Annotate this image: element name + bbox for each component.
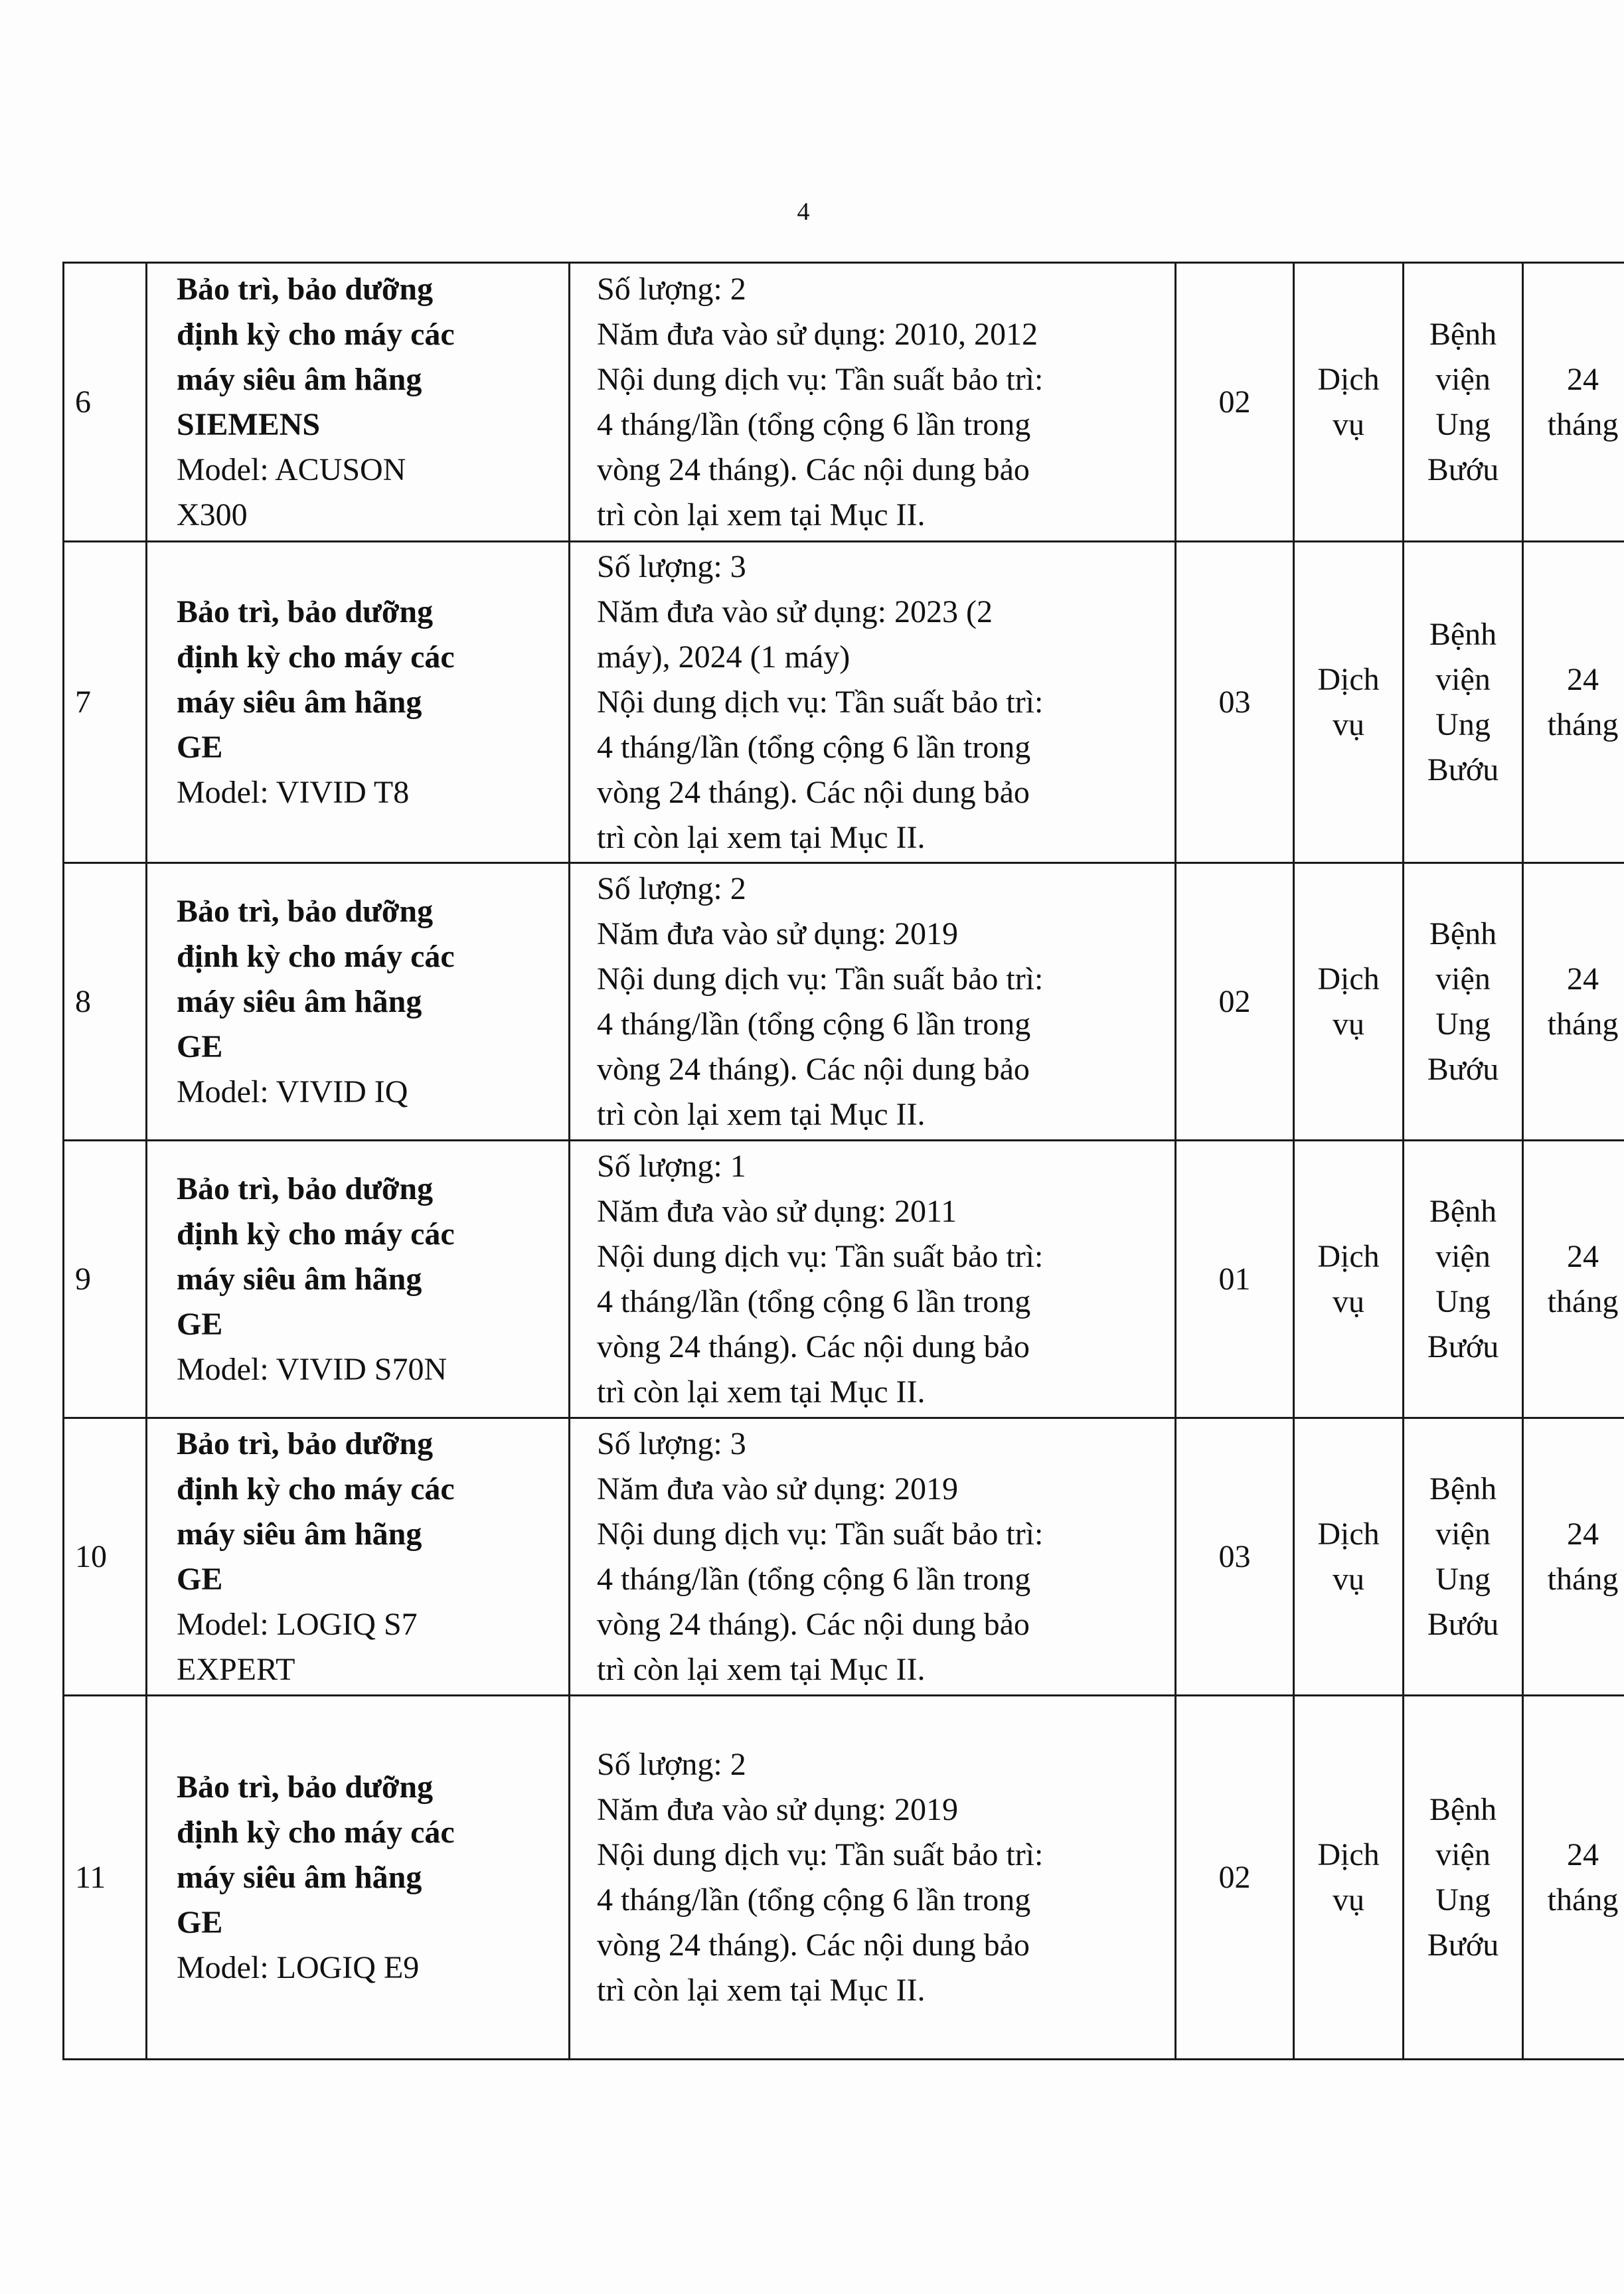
cell-item-name — [147, 1418, 570, 1696]
cell-stt: 8 — [64, 863, 147, 1141]
item-title-line: GE — [177, 1306, 223, 1342]
description-line: 4 tháng/lần (tổng cộng 6 lần trong — [597, 1283, 1031, 1319]
unit-line: vụ — [1333, 1561, 1364, 1597]
location-line: Ung — [1435, 1561, 1491, 1597]
location-line: viện — [1435, 1516, 1491, 1552]
unit-line: Dịch — [1317, 1238, 1380, 1274]
item-model-line: Model: ACUSON — [177, 451, 406, 487]
item-title-line: Bảo trì, bảo dưỡng — [177, 1171, 434, 1206]
item-model-line: Model: VIVID IQ — [177, 1074, 408, 1109]
description-line: trì còn lại xem tại Mục II. — [597, 1096, 926, 1132]
description-line: trì còn lại xem tại Mục II. — [597, 497, 926, 533]
duration-line: 24 — [1567, 1837, 1599, 1872]
cell-item-name — [147, 263, 570, 542]
cell-quantity: 03 — [1176, 1418, 1294, 1696]
location-line: Ung — [1435, 1006, 1491, 1042]
unit-line: Dịch — [1317, 361, 1380, 397]
duration-line: 24 — [1567, 1238, 1599, 1274]
cell-location — [1404, 542, 1523, 863]
description-line: Năm đưa vào sử dụng: 2019 — [597, 1471, 958, 1507]
unit-line: Dịch — [1317, 661, 1380, 697]
description-line: Năm đưa vào sử dụng: 2011 — [597, 1193, 957, 1229]
location-line: Bướu — [1427, 1606, 1499, 1642]
description-line: Số lượng: 2 — [597, 271, 746, 307]
maintenance-items-table — [62, 262, 1624, 2060]
cell-description — [570, 1418, 1176, 1696]
item-title-line: định kỳ cho máy các — [177, 938, 455, 974]
location-line: viện — [1435, 661, 1491, 697]
unit-line: vụ — [1333, 706, 1364, 742]
description-line: Số lượng: 3 — [597, 1426, 746, 1461]
cell-duration — [1523, 1141, 1624, 1418]
item-model-line: X300 — [177, 497, 248, 533]
cell-stt: 9 — [64, 1141, 147, 1418]
item-model-line: Model: VIVID S70N — [177, 1351, 447, 1387]
item-title-line: Bảo trì, bảo dưỡng — [177, 1769, 434, 1805]
table-row — [64, 1141, 1624, 1418]
cell-stt: 11 — [64, 1696, 147, 2060]
cell-duration — [1523, 1696, 1624, 2060]
description-line: Năm đưa vào sử dụng: 2010, 2012 — [597, 316, 1038, 352]
description-line: Nội dung dịch vụ: Tần suất bảo trì: — [597, 1238, 1044, 1274]
cell-description — [570, 1141, 1176, 1418]
item-title-line: Bảo trì, bảo dưỡng — [177, 271, 434, 307]
location-line: Bướu — [1427, 1051, 1499, 1087]
location-line: viện — [1435, 1837, 1491, 1872]
description-line: 4 tháng/lần (tổng cộng 6 lần trong — [597, 1882, 1031, 1918]
item-title-line: máy siêu âm hãng — [177, 983, 422, 1019]
description-line: 4 tháng/lần (tổng cộng 6 lần trong — [597, 729, 1031, 765]
cell-stt: 6 — [64, 263, 147, 542]
description-line: vòng 24 tháng). Các nội dung bảo — [597, 1051, 1030, 1087]
location-line: Ung — [1435, 1882, 1491, 1918]
unit-line: Dịch — [1317, 1516, 1380, 1552]
table-body — [64, 263, 1624, 2060]
cell-unit — [1294, 1418, 1404, 1696]
cell-quantity: 03 — [1176, 542, 1294, 863]
description-line: Nội dung dịch vụ: Tần suất bảo trì: — [597, 1837, 1044, 1872]
location-line: Bệnh — [1429, 316, 1497, 352]
item-title-line: máy siêu âm hãng — [177, 361, 422, 397]
cell-unit — [1294, 1696, 1404, 2060]
location-line: Bướu — [1427, 752, 1499, 787]
description-line: Số lượng: 3 — [597, 548, 746, 584]
table-row — [64, 863, 1624, 1141]
cell-location — [1404, 1141, 1523, 1418]
cell-location — [1404, 863, 1523, 1141]
cell-item-name — [147, 1696, 570, 2060]
description-line: Số lượng: 2 — [597, 1746, 746, 1782]
duration-line: 24 — [1567, 961, 1599, 997]
item-title-line: SIEMENS — [177, 406, 321, 442]
item-model-line: Model: LOGIQ S7 — [177, 1606, 418, 1642]
description-line: Nội dung dịch vụ: Tần suất bảo trì: — [597, 961, 1044, 997]
description-line: trì còn lại xem tại Mục II. — [597, 819, 926, 855]
table-row — [64, 263, 1624, 542]
description-line: Nội dung dịch vụ: Tần suất bảo trì: — [597, 684, 1044, 720]
item-title-line: Bảo trì, bảo dưỡng — [177, 594, 434, 629]
unit-line: Dịch — [1317, 1837, 1380, 1872]
location-line: Bướu — [1427, 451, 1499, 487]
location-line: Ung — [1435, 706, 1491, 742]
description-line: trì còn lại xem tại Mục II. — [597, 1972, 926, 2008]
cell-unit — [1294, 863, 1404, 1141]
location-line: Bệnh — [1429, 616, 1497, 652]
table-row — [64, 1418, 1624, 1696]
description-line: vòng 24 tháng). Các nội dung bảo — [597, 774, 1030, 810]
description-line: Nội dung dịch vụ: Tần suất bảo trì: — [597, 1516, 1044, 1552]
duration-line: tháng — [1547, 1006, 1619, 1042]
cell-unit — [1294, 263, 1404, 542]
description-line: vòng 24 tháng). Các nội dung bảo — [597, 451, 1030, 487]
cell-description — [570, 1696, 1176, 2060]
description-line: Năm đưa vào sử dụng: 2019 — [597, 916, 958, 951]
cell-quantity: 02 — [1176, 863, 1294, 1141]
unit-line: vụ — [1333, 1006, 1364, 1042]
item-title-line: Bảo trì, bảo dưỡng — [177, 1426, 434, 1461]
item-model-line: Model: LOGIQ E9 — [177, 1949, 420, 1985]
cell-item-name — [147, 863, 570, 1141]
item-title-line: máy siêu âm hãng — [177, 684, 422, 720]
location-line: Ung — [1435, 406, 1491, 442]
table-row — [64, 542, 1624, 863]
item-title-line: máy siêu âm hãng — [177, 1859, 422, 1895]
item-title-line: máy siêu âm hãng — [177, 1261, 422, 1297]
item-title-line: Bảo trì, bảo dưỡng — [177, 893, 434, 929]
duration-line: tháng — [1547, 406, 1619, 442]
cell-stt: 7 — [64, 542, 147, 863]
cell-item-name — [147, 542, 570, 863]
cell-location — [1404, 1418, 1523, 1696]
item-title-line: máy siêu âm hãng — [177, 1516, 422, 1552]
cell-description — [570, 863, 1176, 1141]
description-line: máy), 2024 (1 máy) — [597, 639, 851, 675]
cell-quantity: 02 — [1176, 263, 1294, 542]
description-line: 4 tháng/lần (tổng cộng 6 lần trong — [597, 1006, 1031, 1042]
cell-item-name — [147, 1141, 570, 1418]
cell-unit — [1294, 1141, 1404, 1418]
location-line: viện — [1435, 361, 1491, 397]
cell-duration — [1523, 863, 1624, 1141]
unit-line: vụ — [1333, 1283, 1364, 1319]
location-line: viện — [1435, 961, 1491, 997]
item-model-line: Model: VIVID T8 — [177, 774, 410, 810]
item-title-line: GE — [177, 1904, 223, 1940]
cell-description — [570, 263, 1176, 542]
location-line: Bướu — [1427, 1927, 1499, 1963]
description-line: 4 tháng/lần (tổng cộng 6 lần trong — [597, 406, 1031, 442]
location-line: Bướu — [1427, 1329, 1499, 1364]
cell-location — [1404, 1696, 1523, 2060]
unit-line: vụ — [1333, 1882, 1364, 1918]
item-title-line: định kỳ cho máy các — [177, 1814, 455, 1850]
duration-line: tháng — [1547, 1561, 1619, 1597]
description-line: Năm đưa vào sử dụng: 2019 — [597, 1791, 958, 1827]
item-title-line: GE — [177, 729, 223, 765]
location-line: Bệnh — [1429, 916, 1497, 951]
cell-quantity: 01 — [1176, 1141, 1294, 1418]
cell-duration — [1523, 542, 1624, 863]
description-line: Năm đưa vào sử dụng: 2023 (2 — [597, 594, 993, 629]
page-number: 4 — [797, 198, 810, 226]
cell-unit — [1294, 542, 1404, 863]
cell-duration — [1523, 1418, 1624, 1696]
location-line: Bệnh — [1429, 1791, 1497, 1827]
item-title-line: định kỳ cho máy các — [177, 316, 455, 352]
description-line: 4 tháng/lần (tổng cộng 6 lần trong — [597, 1561, 1031, 1597]
description-line: vòng 24 tháng). Các nội dung bảo — [597, 1606, 1030, 1642]
item-title-line: định kỳ cho máy các — [177, 1216, 455, 1252]
cell-description — [570, 542, 1176, 863]
location-line: Ung — [1435, 1283, 1491, 1319]
cell-quantity: 02 — [1176, 1696, 1294, 2060]
table-row — [64, 1696, 1624, 2060]
item-title-line: định kỳ cho máy các — [177, 639, 455, 675]
item-title-line: GE — [177, 1028, 223, 1064]
description-line: Số lượng: 1 — [597, 1148, 746, 1184]
description-line: Số lượng: 2 — [597, 870, 746, 906]
location-line: Bệnh — [1429, 1471, 1497, 1507]
cell-duration — [1523, 263, 1624, 542]
location-line: viện — [1435, 1238, 1491, 1274]
description-line: vòng 24 tháng). Các nội dung bảo — [597, 1329, 1030, 1364]
cell-location — [1404, 263, 1523, 542]
description-line: trì còn lại xem tại Mục II. — [597, 1651, 926, 1687]
cell-stt: 10 — [64, 1418, 147, 1696]
description-line: trì còn lại xem tại Mục II. — [597, 1374, 926, 1410]
item-model-line: EXPERT — [177, 1651, 295, 1687]
duration-line: 24 — [1567, 361, 1599, 397]
duration-line: tháng — [1547, 706, 1619, 742]
item-title-line: định kỳ cho máy các — [177, 1471, 455, 1507]
location-line: Bệnh — [1429, 1193, 1497, 1229]
duration-line: 24 — [1567, 661, 1599, 697]
duration-line: tháng — [1547, 1283, 1619, 1319]
unit-line: Dịch — [1317, 961, 1380, 997]
duration-line: tháng — [1547, 1882, 1619, 1918]
duration-line: 24 — [1567, 1516, 1599, 1552]
item-title-line: GE — [177, 1561, 223, 1597]
unit-line: vụ — [1333, 406, 1364, 442]
description-line: Nội dung dịch vụ: Tần suất bảo trì: — [597, 361, 1044, 397]
description-line: vòng 24 tháng). Các nội dung bảo — [597, 1927, 1030, 1963]
